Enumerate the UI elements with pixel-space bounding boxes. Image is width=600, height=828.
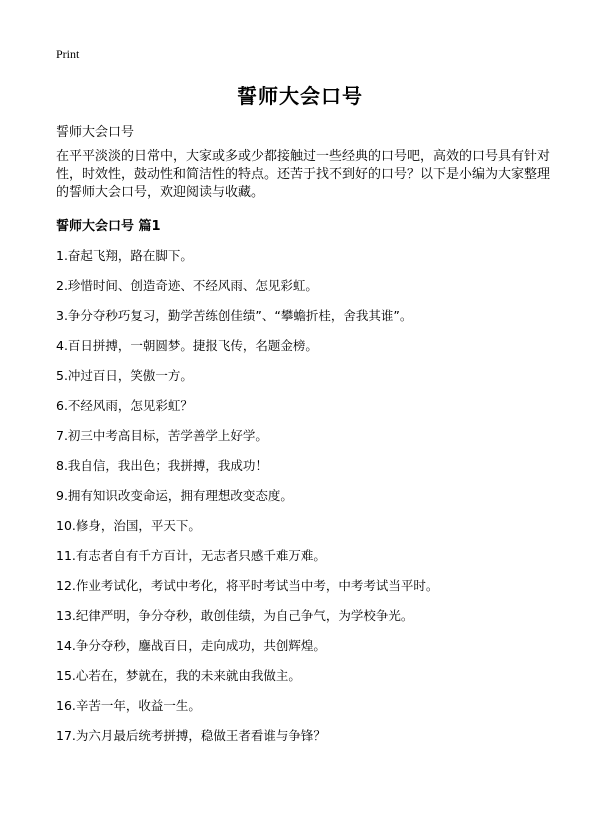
document-subtitle: 誓师大会口号 bbox=[56, 125, 135, 140]
list-item: 8.我自信，我出色；我拼搏，我成功！ bbox=[56, 458, 268, 473]
list-item: 4.百日拼搏，一朝圆梦。捷报飞传，名题金榜。 bbox=[56, 338, 318, 353]
page-title: 誓师大会口号 bbox=[237, 84, 363, 108]
list-item: 3.争分夺秒巧复习，勤学苦练创佳绩”、“攀蟾折桂，舍我其谁”。 bbox=[56, 308, 413, 323]
list-item: 1.奋起飞翔，路在脚下。 bbox=[56, 248, 193, 263]
list-item: 17.为六月最后统考拼搏，稳做王者看谁与争锋？ bbox=[56, 728, 326, 743]
list-item: 14.争分夺秒，鏖战百日，走向成功，共创辉煌。 bbox=[56, 638, 326, 653]
print-link[interactable]: Print bbox=[56, 47, 80, 61]
list-item: 16.辛苦一年，收益一生。 bbox=[56, 698, 201, 713]
list-item: 7.初三中考高目标，苦学善学上好学。 bbox=[56, 428, 268, 443]
intro-paragraph: 在平平淡淡的日常中，大家或多或少都接触过一些经典的口号吧，高效的口号具有针对性，时效性，鼓动性和简洁性的特点。还苦于找不到好的口号？以下是小编为大家整理的誓师大会口号，欢迎阅读与收藏。 bbox=[56, 149, 551, 200]
list-item: 9.拥有知识改变命运，拥有理想改变态度。 bbox=[56, 488, 293, 503]
list-item: 12.作业考试化，考试中考化，将平时考试当中考，中考考试当平时。 bbox=[56, 578, 439, 593]
list-item: 13.纪律严明，争分夺秒，敢创佳绩，为自己争气，为学校争光。 bbox=[56, 608, 414, 623]
slogan-list bbox=[56, 247, 438, 757]
list-item: 15.心若在，梦就在，我的未来就由我做主。 bbox=[56, 668, 301, 683]
list-item: 6.不经风雨，怎见彩虹？ bbox=[56, 398, 193, 413]
list-item: 2.珍惜时间、创造奇迹、不经风雨、怎见彩虹。 bbox=[56, 278, 318, 293]
section-heading: 誓师大会口号 篇1 bbox=[56, 219, 161, 234]
list-item: 11.有志者自有千方百计，无志者只感千难万难。 bbox=[56, 548, 326, 563]
list-item: 10.修身，治国，平天下。 bbox=[56, 518, 201, 533]
list-item: 5.冲过百日，笑傲一方。 bbox=[56, 368, 193, 383]
